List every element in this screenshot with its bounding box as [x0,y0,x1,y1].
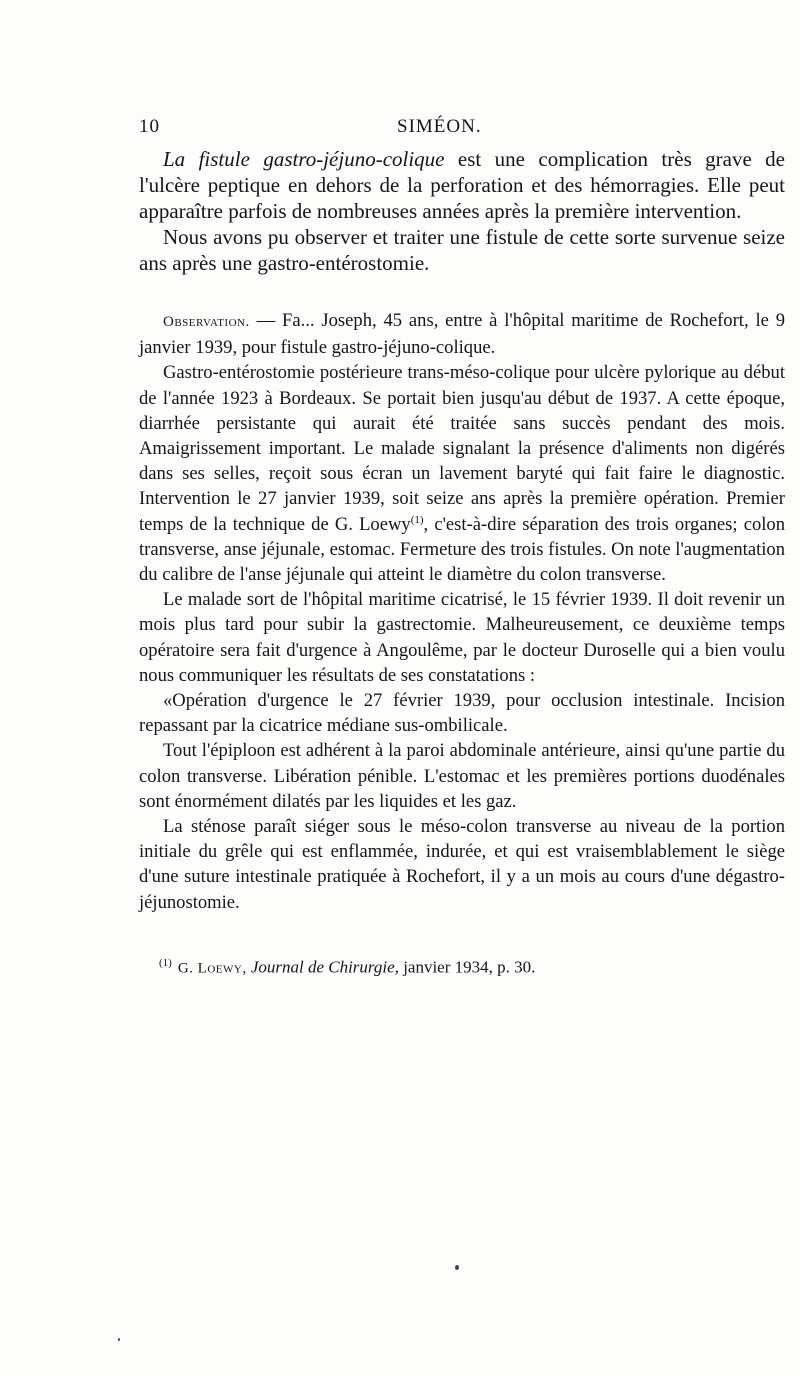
observation-paragraph-1-text: — Fa... Joseph, 45 ans, entre à l'hôpital maritime de Rochefort, le 9 janvier 1939, pour fistule gastro-jéjuno-colique. [139,310,785,359]
footnote-journal: Journal de Chirurgie, [250,957,399,977]
observation-paragraph-3: Le malade sort de l'hôpital maritime cicatrisé, le 15 février 1939. Il doit revenir un mois plus tard pour subir la gastrectomie. Malheureusement, ce deuxième temps opératoire sera fait d'urgence à Angoulême, par le docteur Duroselle qui a bien voulu nous communiquer les résultats de ses constatations : [139,589,785,686]
intro-paragraph-1 [139,146,785,224]
footnote-mark: (1) [159,956,172,969]
observation-label: Observation. [163,314,250,330]
page-number: 10 [139,116,160,137]
footnote [139,951,785,981]
running-header [139,116,785,146]
footnote-author: G. Loewy, [177,960,247,977]
observation-paragraph-4: «Opération d'urgence le 27 février 1939, pour occlusion intestinale. Incision repassant par la cicatrice médiane sus-ombilicale. [139,690,785,737]
footnote-reference: (1) [410,513,424,526]
observation-paragraph-2-text-a: Gastro-entérostomie postérieure trans-méso-colique pour ulcère pylorique au début de l'année 1923 à Bordeaux. Se portait bien jusqu'au début de 1937. A cette époque, diarrhée persistante qui aurait été traitée sans succès pendant des mois. Amaigrissement important. Le malade signalant la présence d'aliments non digérés dans ses selles, reçoit sous écran un lavement baryté qui fait faire le diagnostic. Intervention le 27 janvier 1939, soit seize ans après la première opération. Premier temps de la technique de G. Loewy [139,362,785,535]
intro-paragraph-2: Nous avons pu observer et traiter une fistule de cette sorte survenue seize ans après une gastro-entérostomie. [139,225,785,275]
book-page [139,116,785,981]
running-title: SIMÉON. [397,116,482,137]
paper-speck [118,1338,120,1341]
observation-section [139,308,785,915]
intro-paragraph-1-text: est une complication très grave de l'ulcère peptique en dehors de la perforation et des hémorragies. Elle peut apparaître parfois de nombreuses années après la première intervention. [139,147,786,223]
footnote-details: janvier 1934, p. 30. [398,957,536,977]
fistula-term: La fistule gastro-jéjuno-colique [163,147,445,171]
observation-paragraph-6: La sténose paraît siéger sous le méso-colon transverse au niveau de la portion initiale du grêle qui est enflammée, indurée, et qui est vraisemblablement le siège d'une suture intestinale pratiquée à Rochefort, il y a un mois au cours d'une dégastro-jéjunostomie. [139,816,785,913]
intro-section [139,146,785,276]
observation-paragraph-1 [139,308,785,360]
observation-paragraph-2 [139,360,785,587]
observation-paragraph-5: Tout l'épiploon est adhérent à la paroi abdominale antérieure, ainsi qu'une partie du colon transverse. Libération pénible. L'estomac et les premières portions duodénales sont énormément dilatés par les liquides et les gaz. [139,740,785,812]
paper-speck [455,1265,459,1270]
observation-paragraph-2-text-b: , c'est-à-dire séparation des trois organes; colon transverse, anse jéjunale, estomac. Fermeture des trois fistules. On note l'augmentation du calibre de l'anse jéjunale qui atteint le diamètre du colon transverse. [139,513,786,586]
